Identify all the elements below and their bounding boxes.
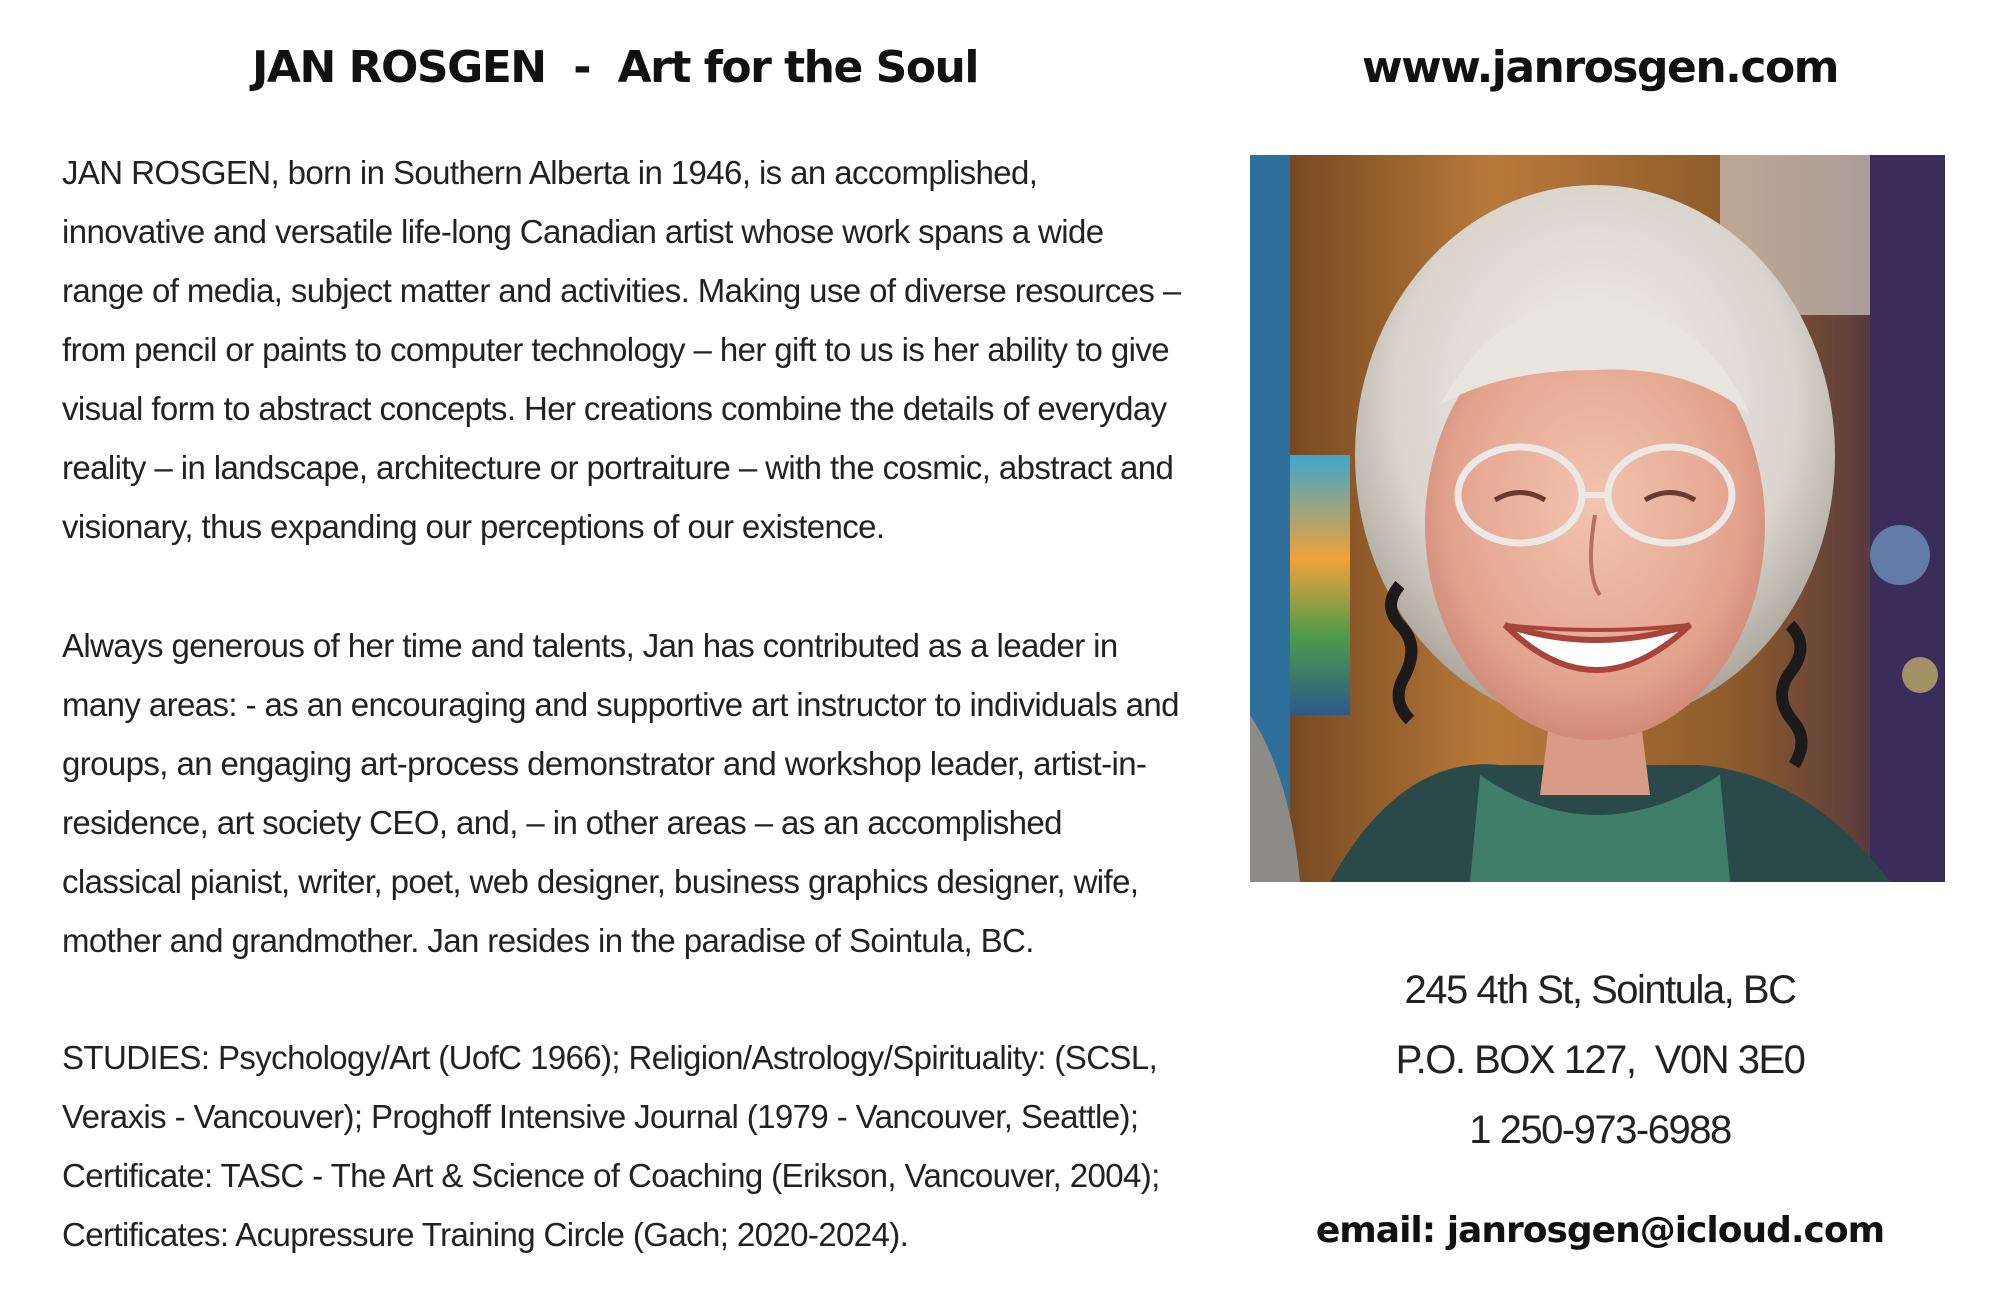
website-link[interactable]: www.janrosgen.com [1361, 42, 1839, 93]
email-link[interactable]: email: janrosgen@icloud.com [1315, 1210, 1885, 1251]
bio-paragraph-contributions: Always generous of her time and talents, Jan has contributed as a leader in many areas: - as an encouraging and supportive art instructor to individuals and groups, an engaging art-process demonstrator and workshop leader, artist-in-residence, art society CEO, and, – in other areas – as an accomplished classical pianist, writer, poet, web designer, business graphics designer, wife, mother and grandmother. Jan resides in the paradise of Sointula, BC. [62, 627, 1179, 959]
portrait-illustration [1250, 155, 1945, 882]
page-title: JAN ROSGEN - Art for the Soul [252, 42, 978, 93]
bio-paragraph-studies: STUDIES: Psychology/Art (UofC 1966); Religion/Astrology/Spirituality: (SCSL, Veraxis - Vancouver); Proghoff Intensive Journal (1979 - Vancouver, Seattle); Certificate: TASC - The Art & Science of Coaching (Erikson, Vancouver, 2004); Certificates: Acupressure Training Circle (Gach; 2020-2024). [62, 1039, 1160, 1253]
address-line-po-box: P.O. BOX 127, V0N 3E0 [1395, 1038, 1805, 1082]
portrait-photo [1250, 155, 1945, 882]
phone-number[interactable]: 1 250-973-6988 [1469, 1108, 1731, 1152]
bio-paragraph-intro: JAN ROSGEN, born in Southern Alberta in 1946, is an accomplished, innovative and versatile life-long Canadian artist whose work spans a wide range of media, subject matter and activities. Making use of diverse resources – from pencil or paints to computer technology – her gift to us is her ability to give visual form to abstract concepts. Her creations combine the details of everyday reality – in landscape, architecture or portraiture – with the cosmic, abstract and visionary, thus expanding our perceptions of our existence. [62, 154, 1181, 545]
address-line-street: 245 4th St, Sointula, BC [1404, 968, 1796, 1012]
